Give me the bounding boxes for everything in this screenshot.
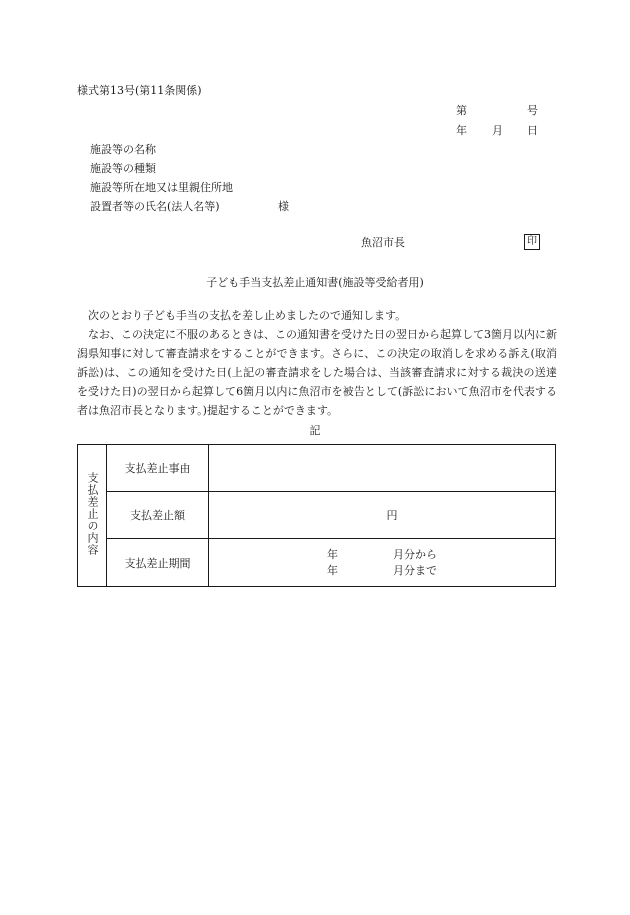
notice-paragraph-text: 次のとおり子ども手当の支払を差し止めましたので通知します。 — [88, 309, 407, 322]
document-number-prefix: 第 — [456, 104, 467, 117]
facility-name-label: 施設等の名称 — [90, 143, 156, 156]
form-number: 様式第13号(第11条関係) — [77, 84, 202, 97]
table-row — [78, 445, 556, 492]
ki-heading: 記 — [309, 424, 321, 437]
date-day-label: 日 — [527, 124, 538, 137]
period-to — [327, 563, 437, 579]
period-from — [327, 547, 437, 563]
amount-label: 支払差止額 — [107, 492, 209, 539]
honorific: 様 — [278, 200, 289, 213]
period-to-month: 月分まで — [393, 563, 437, 577]
facility-type-label: 施設等の種類 — [90, 162, 156, 175]
document-number-suffix: 号 — [527, 104, 538, 117]
notice-paragraph — [77, 306, 557, 325]
date-year-label: 年 — [456, 124, 467, 137]
appeal-paragraph-text: なお、この決定に不服のあるときは、この通知書を受けた日の翌日から起算して3箇月以内に新潟県知事に対して審査請求をすることができます。さらに、この決定の取消しを求める訴え(取消訴訟)は、この通知を受けた日(上記の審査請求をした場合は、当該審査請求に対する裁決の送達を受けた日)の翌日から起算して6箇月以内に魚沼市を被告として(訴訟において魚沼市を代表する者は魚沼市長となります。)提起することができます。 — [77, 328, 557, 417]
period-value — [209, 539, 556, 587]
issuer-title: 魚沼市長 — [361, 236, 405, 249]
facility-address-label: 施設等所在地又は里親住所地 — [90, 181, 233, 194]
period-label: 支払差止期間 — [107, 539, 209, 587]
document-title: 子ども手当支払差止通知書(施設等受給者用) — [206, 276, 424, 289]
side-header: 支払差止の内容 — [86, 472, 99, 556]
table-row — [78, 539, 556, 587]
table-row — [78, 492, 556, 539]
period-from-month: 月分から — [393, 547, 437, 561]
suspension-details-table — [77, 444, 556, 587]
amount-value: 円 — [209, 492, 556, 539]
reason-label: 支払差止事由 — [107, 445, 209, 492]
reason-value — [209, 445, 556, 492]
date-month-label: 月 — [492, 124, 503, 137]
period-to-year: 年 — [327, 563, 338, 577]
seal-mark: 印 — [524, 234, 540, 250]
side-header-cell — [78, 445, 107, 587]
founder-name-label: 設置者等の氏名(法人名等) — [90, 200, 220, 213]
period-from-year: 年 — [327, 547, 338, 561]
appeal-paragraph — [77, 325, 557, 420]
period-block — [327, 547, 437, 579]
